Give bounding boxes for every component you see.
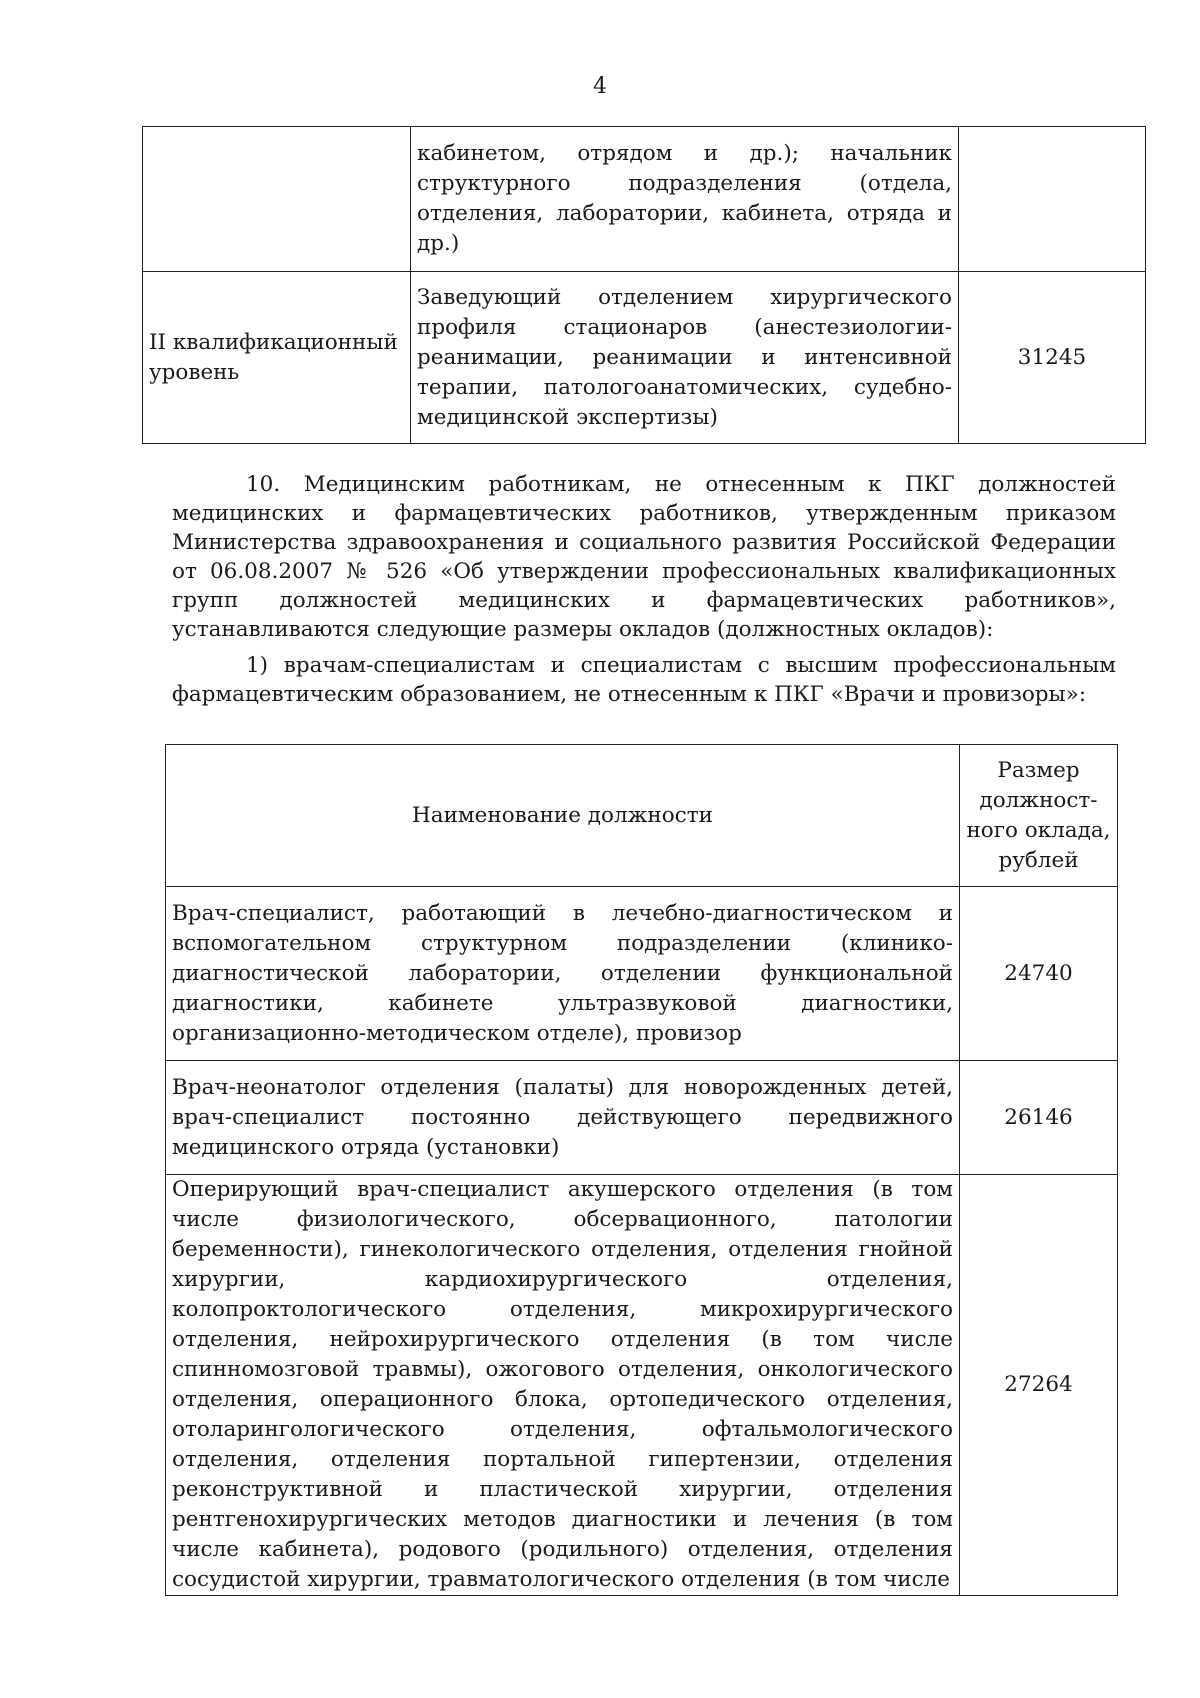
qualification-level-cell: [143, 127, 411, 272]
qualification-level-cell: II квалификационный уровень: [143, 272, 411, 444]
header-position: Наименование должности: [166, 745, 960, 887]
position-cell: Заведующий отделением хирургического профиля стационаров (анестезиологии-реанимации, реанимации и интенсивной терапии, патологоанатомических, судебно-медицинской экспертизы): [411, 272, 959, 444]
table-header-row: [166, 745, 1118, 887]
table-row: [166, 887, 1118, 1061]
position-cell: кабинетом, отрядом и др.); начальник структурного подразделения (отдела, отделения, лаборатории, кабинета, отряда и др.): [411, 127, 959, 272]
salary-cell: [959, 127, 1146, 272]
table-row: [143, 272, 1146, 444]
salary-cell: 24740: [960, 887, 1118, 1061]
salary-cell: 31245: [959, 272, 1146, 444]
table-row: [166, 1175, 1118, 1596]
salary-table-doctors: [165, 744, 1118, 1596]
paragraph-10: 10. Медицинским работникам, не отнесенным к ПКГ должностей медицинских и фармацевтических работников, утвержденным приказом Министерства здравоохранения и социального развития Российской Федерации от 06.08.2007 № 526 «Об утверждении профессиональных квалификационных групп должностей медицинских и фармацевтических работников», устанавливаются следующие размеры окладов (должностных окладов):: [172, 472, 1116, 642]
salary-table-continued: [142, 126, 1146, 444]
position-cell: Врач-неонатолог отделения (палаты) для новорожденных детей, врач-специалист постоянно действующего передвижного медицинского отряда (установки): [166, 1061, 960, 1175]
position-cell: Оперирующий врач-специалист акушерского отделения (в том числе физиологического, обсервационного, патологии беременности), гинекологического отделения, отделения гнойной хирургии, кардиохирургического отделения, колопроктологического отделения, микрохирургического отделения, нейрохирургического отделения (в том числе спинномозговой травмы), ожогового отделения, онкологического отделения, операционного блока, ортопедического отделения, отоларингологического отделения, офтальмологического отделения, отделения портальной гипертензии, отделения реконструктивной и пластической хирургии, отделения рентгенохирургических методов диагностики и лечения (в том числе кабинета), родового (родильного) отделения, отделения сосудистой хирургии, травматологического отделения (в том числе: [166, 1175, 960, 1596]
salary-cell: 27264: [960, 1175, 1118, 1596]
table-row: [166, 1061, 1118, 1175]
salary-cell: 26146: [960, 1061, 1118, 1175]
header-salary: Размер должност-ного оклада, рублей: [960, 745, 1118, 887]
paragraph-10-1: 1) врачам-специалистам и специалистам с высшим профессиональным фармацевтическим образованием, не отнесенным к ПКГ «Врачи и провизоры»:: [172, 653, 1116, 707]
position-cell: Врач-специалист, работающий в лечебно-диагностическом и вспомогательном структурном подразделении (клинико-диагностической лаборатории, отделении функциональной диагностики, кабинете ультразвуковой диагностики, организационно-методическом отделе), провизор: [166, 887, 960, 1061]
table-row: [143, 127, 1146, 272]
page-number: 4: [593, 74, 607, 99]
